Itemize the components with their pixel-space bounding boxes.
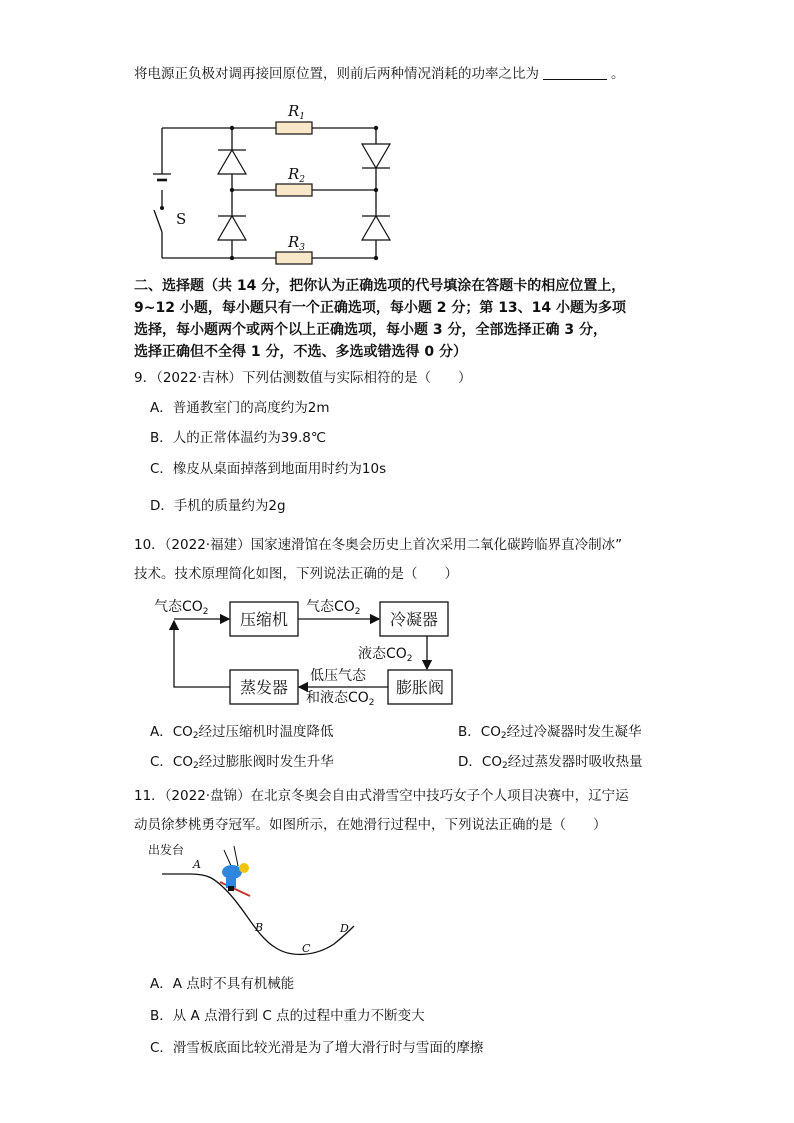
ski-slope-figure xyxy=(146,840,366,964)
box-valve: 膨胀阀 xyxy=(395,678,445,697)
section-heading-line3: 选择，每小题两个或两个以上正确选项，每小题 3 分，全部选择正确 3 分， xyxy=(134,322,607,338)
start-label: 出发台 xyxy=(148,843,185,857)
label-liquid: 液态$CO_2$ xyxy=(358,646,413,664)
svg-text:R2: $R_2$ xyxy=(288,165,306,185)
q10-option-a[interactable]: A．$CO_2$经过压缩机时温度降低 xyxy=(150,724,334,741)
q11-option-c[interactable]: C．滑雪板底面比较光滑是为了增大滑行时与雪面的摩擦 xyxy=(150,1040,484,1056)
label-gas1: 气态$CO_2$ xyxy=(154,599,209,617)
q11-stem-line2: 动员徐梦桃勇夺冠军。如图所示，在她滑行过程中，下列说法正确的是（ ） xyxy=(134,817,607,833)
intro-line xyxy=(134,64,625,84)
q10-option-c[interactable]: C．$CO_2$经过膨胀阀时发生升华 xyxy=(150,754,334,771)
q11-stem-line1: 11．（2022·盘锦）在北京冬奥会自由式滑雪空中技巧女子个人项目决赛中，辽宁运 xyxy=(134,788,629,804)
q10-stem-line1: 10．（2022·福建）国家速滑馆在冬奥会历史上首次采用二氧化碳跨临界直冷制冰” xyxy=(134,537,623,553)
q10-option-d[interactable]: D．$CO_2$经过蒸发器时吸收热量 xyxy=(458,754,643,771)
switch-label: S xyxy=(176,210,187,228)
answer-blank[interactable] xyxy=(543,65,607,80)
resistor-r2 xyxy=(276,184,312,196)
switch-icon xyxy=(154,210,162,232)
q9-option-d[interactable]: D．手机的质量约为2g xyxy=(150,498,286,514)
svg-text:R1: $R_1$ xyxy=(288,102,306,122)
co2-flow-diagram xyxy=(150,592,470,714)
q9-stem: 9．（2022·吉林）下列估测数值与实际相符的是（ ） xyxy=(134,370,472,386)
section-heading-line4: 选择正确但不全得 1 分，不选、多选或错选得 0 分） xyxy=(134,344,467,360)
q9-option-c[interactable]: C．橡皮从桌面掉落到地面用时约为10s xyxy=(150,461,387,477)
point-b: B xyxy=(255,921,264,934)
q10-option-b[interactable]: B．$CO_2$经过冷凝器时发生凝华 xyxy=(458,724,642,741)
label-lowp1: 低压气态 xyxy=(310,668,366,684)
q10-stem-line2: 技术。技术原理简化如图，下列说法正确的是（ ） xyxy=(134,566,458,582)
circuit-diagram xyxy=(140,98,400,270)
label-gas2: 气态$CO_2$ xyxy=(306,599,361,617)
q9-option-b[interactable]: B．人的正常体温约为39.8℃ xyxy=(150,430,326,446)
resistor-r1 xyxy=(276,122,312,134)
svg-text:R3: $R_3$ xyxy=(288,233,306,253)
q11-option-a[interactable]: A．A 点时不具有机械能 xyxy=(150,976,295,992)
intro-end: 。 xyxy=(611,66,625,82)
point-d: D xyxy=(340,922,349,935)
q9-option-a[interactable]: A．普通教室门的高度约为2m xyxy=(150,400,330,416)
point-c: C xyxy=(302,942,311,955)
battery-icon xyxy=(153,174,171,180)
box-evaporator: 蒸发器 xyxy=(239,678,289,697)
section-heading-line2: 9~12 小题，每小题只有一个正确选项，每小题 2 分；第 13、14 小题为多项 xyxy=(134,300,627,316)
point-a: A xyxy=(193,858,201,871)
label-lowp2: 和液态$CO_2$ xyxy=(306,690,375,708)
resistor-r3 xyxy=(276,252,312,264)
intro-text: 将电源正负极对调再接回原位置，则前后两种情况消耗的功率之比为 xyxy=(134,66,539,82)
box-condenser: 冷凝器 xyxy=(389,610,439,629)
box-compressor: 压缩机 xyxy=(239,610,289,629)
section-heading-line1: 二、选择题（共 14 分，把你认为正确选项的代号填涂在答题卡的相应位置上， xyxy=(134,278,626,294)
q11-option-b[interactable]: B．从 A 点滑行到 C 点的过程中重力不断变大 xyxy=(150,1008,425,1024)
